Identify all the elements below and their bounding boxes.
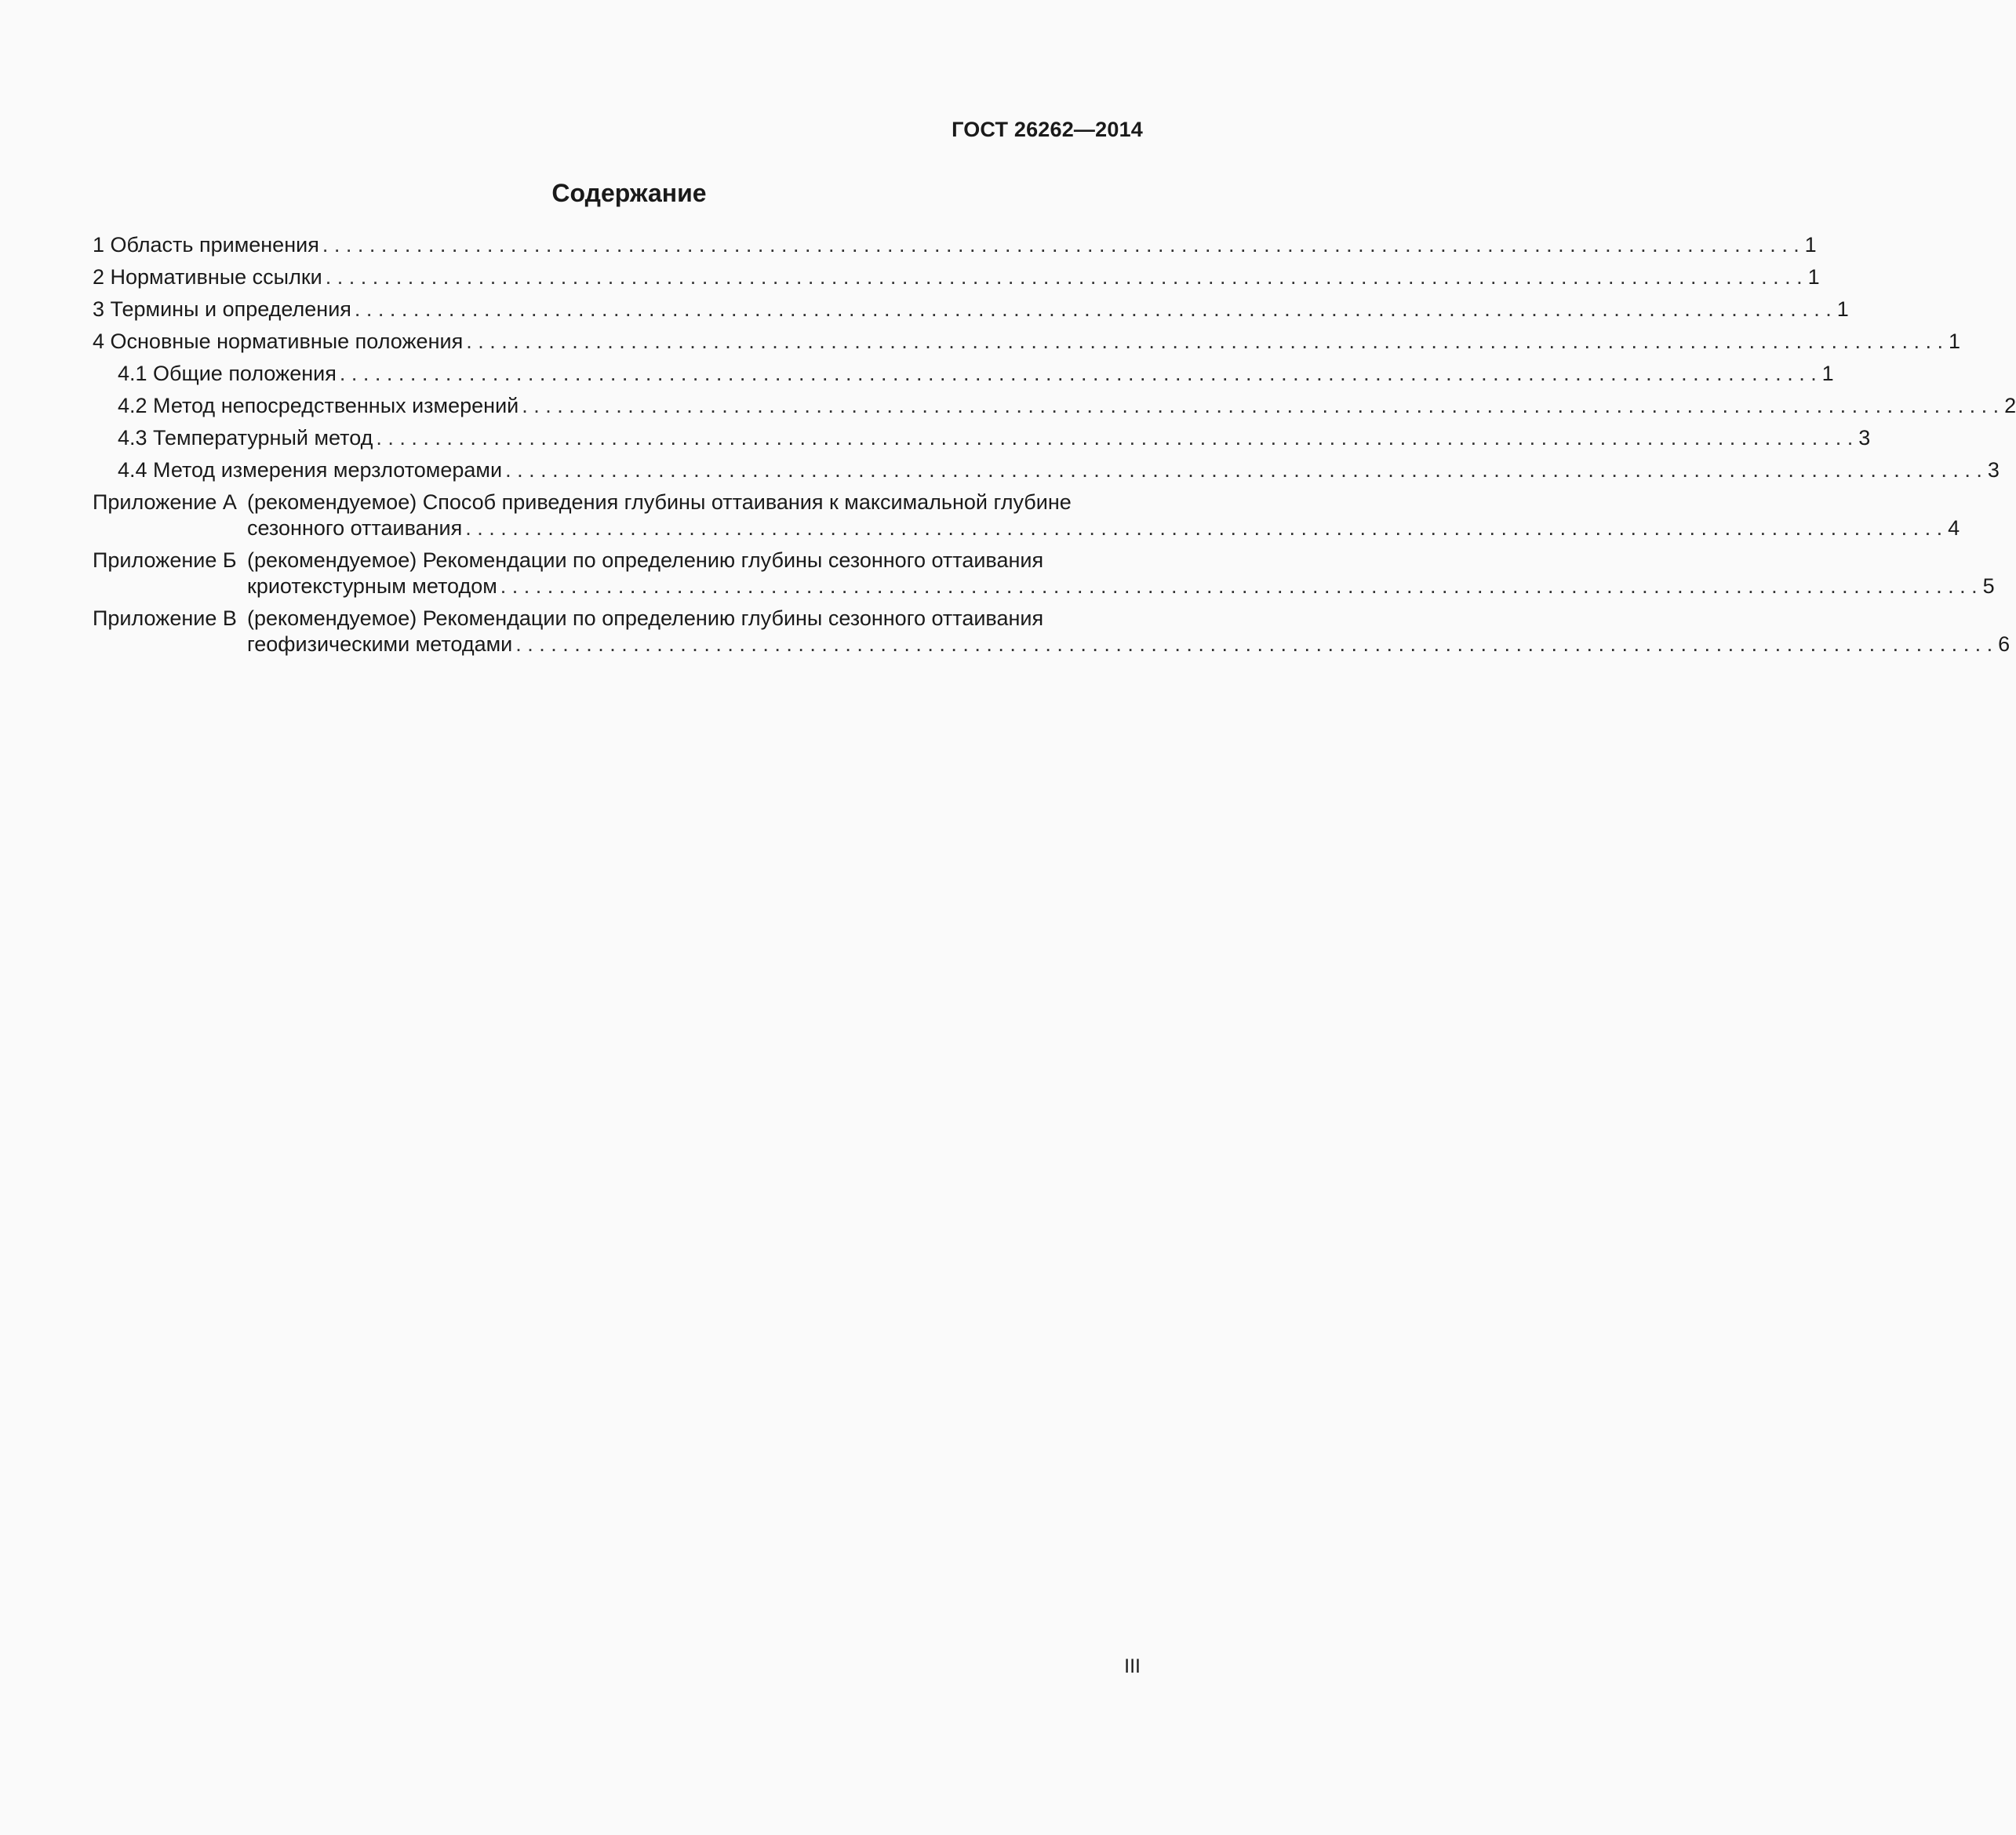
page-number: III <box>1124 1655 1141 1677</box>
appendix-body <box>247 490 1960 541</box>
toc-entry-label: 2 Нормативные ссылки <box>93 265 322 289</box>
toc-entry-page: 1 <box>1821 362 1834 385</box>
dot-leader <box>497 573 1982 599</box>
dot-leader <box>512 632 1997 657</box>
toc-entry-page: 1 <box>1949 329 1961 353</box>
toc-entry-page: 3 <box>1987 458 2000 482</box>
toc-entry-1[interactable] <box>93 232 1817 258</box>
appendix-title-line1: (рекомендуемое) Рекомендации по определению глубины сезонного оттаивания <box>247 606 1044 630</box>
appendix-prefix: Приложение Б <box>93 548 237 572</box>
toc-entry-label: 4.3 Температурный метод <box>118 426 373 450</box>
appendix-title-line2-row <box>247 573 1995 599</box>
dot-leader <box>502 457 1987 483</box>
appendix-title-line2: сезонного оттаивания <box>247 516 463 540</box>
appendix-title-line2-row <box>247 632 2010 657</box>
toc-entry-4-4[interactable] <box>93 457 2000 483</box>
toc-entry-4-1[interactable] <box>93 361 1834 387</box>
toc-entry-page: 2 <box>2004 394 2016 417</box>
toc-entry-page: 1 <box>1836 297 1849 321</box>
dot-leader <box>337 361 1821 387</box>
toc-entry-page: 1 <box>1804 233 1817 257</box>
appendix-prefix: Приложение А <box>93 490 237 514</box>
toc-entry-label: 4 Основные нормативные положения <box>93 329 464 353</box>
toc-entry-3[interactable] <box>93 297 1849 322</box>
toc-entry-label: 4.4 Метод измерения мерзлотомерами <box>118 458 503 482</box>
dot-leader <box>373 425 1858 451</box>
table-of-contents <box>93 232 2016 664</box>
toc-entry-2[interactable] <box>93 264 1820 290</box>
appendix-body <box>247 548 1995 599</box>
appendix-title-line1: (рекомендуемое) Способ приведения глубины оттаивания к максимальной глубине <box>247 490 1072 514</box>
dot-leader <box>462 515 1947 541</box>
toc-entry-label: 3 Термины и определения <box>93 297 351 321</box>
toc-entry-page: 6 <box>1998 632 2011 656</box>
toc-entry-label: 4.2 Метод непосредственных измерений <box>118 394 519 417</box>
appendix-prefix: Приложение В <box>93 606 237 630</box>
toc-appendix-v[interactable] <box>93 606 2011 657</box>
appendix-body <box>247 606 2010 657</box>
appendix-title-line1: (рекомендуемое) Рекомендации по определению глубины сезонного оттаивания <box>247 548 1044 572</box>
toc-entry-label: 4.1 Общие положения <box>118 362 337 385</box>
appendix-title-line2: геофизическими методами <box>247 632 513 656</box>
toc-entry-4-2[interactable] <box>93 393 2016 419</box>
dot-leader <box>463 329 1948 355</box>
toc-title: Содержание <box>551 179 707 207</box>
toc-entry-4[interactable] <box>93 329 1961 355</box>
appendix-title-line2-row <box>247 515 1960 541</box>
dot-leader <box>519 393 2003 419</box>
dot-leader <box>351 297 1836 322</box>
toc-entry-4-3[interactable] <box>93 425 1871 451</box>
dot-leader <box>322 264 1807 290</box>
toc-entry-page: 1 <box>1807 265 1820 289</box>
document-code: ГОСТ 26262—2014 <box>952 118 1143 141</box>
toc-entry-page: 5 <box>1982 574 1995 598</box>
toc-appendix-b[interactable] <box>93 548 1995 599</box>
toc-appendix-a[interactable] <box>93 490 1960 541</box>
toc-entry-page: 3 <box>1858 426 1871 450</box>
appendix-title-line2: криотекстурным методом <box>247 574 497 598</box>
toc-entry-page: 4 <box>1948 516 1960 540</box>
toc-entry-label: 1 Область применения <box>93 233 319 257</box>
dot-leader <box>319 232 1804 258</box>
